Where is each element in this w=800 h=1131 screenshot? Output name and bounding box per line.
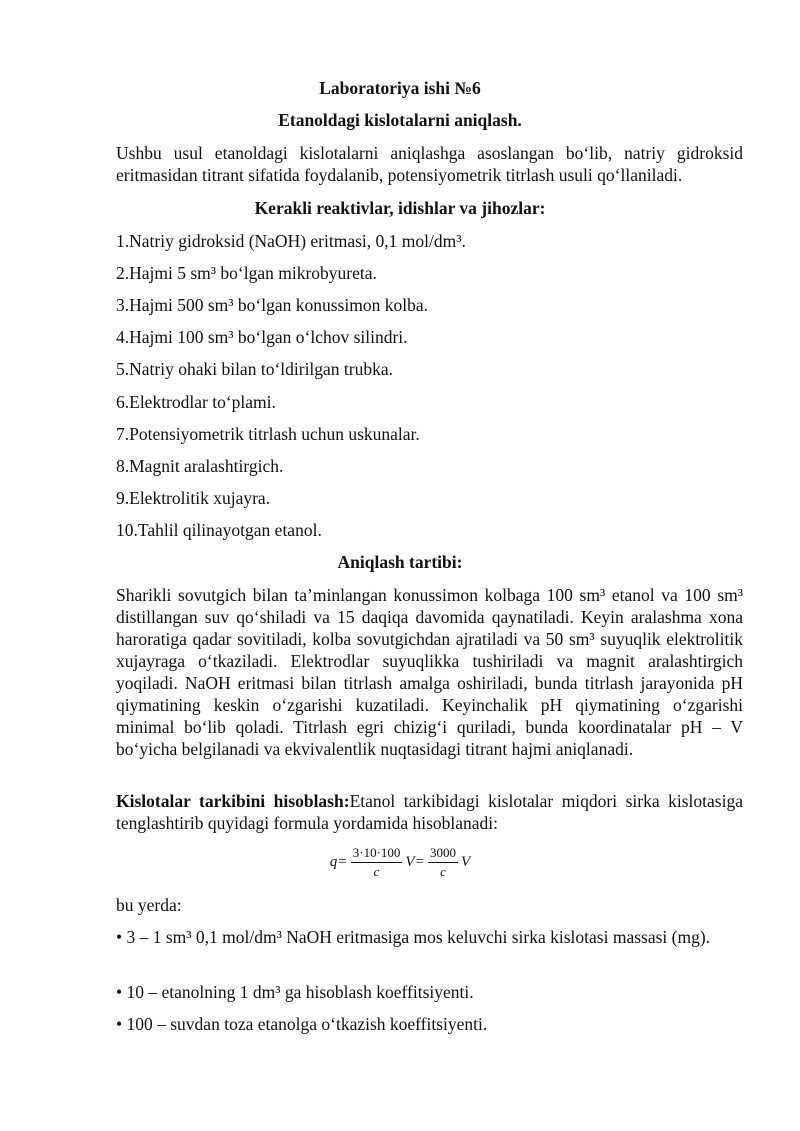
reagent-item: 7.Potensiyometrik titrlash uchun uskunalar. [116,424,420,444]
formula-denominator-2: c [440,863,446,879]
lab-title: Laboratoriya ishi №6 [319,78,481,98]
formula-numerator-2: 3000 [428,845,458,863]
procedure-paragraph: Sharikli sovutgich bilan ta’minlangan konussimon kolbaga 100 sm³ etanol va 100 sm³ distillangan suv qo‘shiladi va 15 daqiqa davomida qaynatiladi. Keyin aralashma xona haroratiga qadar sovitiladi, kolba sovutgichdan ajratiladi va 50 sm³ suyuqlik elektrolitik xujayraga o‘tkaziladi. Elektrodlar suyuqlikka tushiriladi va magnit aralashtirgich yoqiladi. NaOH eritmasi bilan titrlash amalga oshiriladi, bunda titrlash jarayonida pH qiymatining keskin o‘zgarishi kuzatiladi. Keyinchalik pH qiymatining o‘zgarishi minimal bo‘lib qoladi. Titrlash egri chizig‘i quriladi, bunda koordinatalar pH – V bo‘yicha belgilanadi va ekvivalentlik nuqtasidagi titrant hajmi aniqlanadi. [116,585,743,759]
formula [0,842,800,882]
formula-q: q [329,853,338,870]
reagent-item: 9.Elektrolitik xujayra. [116,488,271,508]
reagent-item: 2.Hajmi 5 sm³ bo‘lgan mikrobyureta. [116,263,377,283]
where-label: bu yerda: [116,895,182,915]
bullet-item: • 3 – 1 sm³ 0,1 mol/dm³ NaOH eritmasiga mos keluvchi sirka kislotasi massasi (mg). [116,927,711,947]
calculation-text: Etanol tarkibidagi kislotalar miqdori sirka kislotasiga tenglashtirib quyidagi formula yordamida hisoblanadi: [116,791,743,833]
reagent-item: 5.Natriy ohaki bilan to‘ldirilgan trubka. [116,359,394,379]
formula-fraction-2 [428,845,458,880]
reagent-item: 3.Hajmi 500 sm³ bo‘lgan konussimon kolba. [116,295,428,315]
reagent-item: 4.Hajmi 100 sm³ bo‘lgan o‘lchov silindri. [116,327,408,347]
calculation-label: Kislotalar tarkibini hisoblash: [116,791,350,811]
formula-v: V [461,853,471,870]
formula-v: V [405,853,415,870]
calculation-paragraph [116,790,743,834]
lab-subtitle: Etanoldagi kislotalarni aniqlash. [278,110,522,130]
intro-paragraph: Ushbu usul etanoldagi kislotalarni aniqlashga asoslangan bo‘lib, natriy gidroksid eritmasidan titrant sifatida foydalanib, potensiyometrik titrlash usuli qo‘llaniladi. [116,143,743,185]
bullet-item: • 100 – suvdan toza etanolga o‘tkazish koeffitsiyenti. [116,1014,488,1034]
formula-equals: = [338,853,347,870]
formula-denominator-1: c [373,863,380,879]
reagent-item: 10.Tahlil qilinayotgan etanol. [116,520,322,540]
formula-fraction-1 [351,845,403,880]
formula-numerator-1: 3·10·100 [351,845,403,863]
reagents-heading: Kerakli reaktivlar, idishlar va jihozlar: [254,198,546,218]
formula-equals: = [415,853,425,870]
reagent-item: 6.Elektrodlar to‘plami. [116,392,276,412]
reagent-item: 1.Natriy gidroksid (NaOH) eritmasi, 0,1 mol/dm³. [116,231,466,251]
reagent-item: 8.Magnit aralashtirgich. [116,456,284,476]
procedure-heading: Aniqlash tartibi: [337,552,463,572]
bullet-item: • 10 – etanolning 1 dm³ ga hisoblash koeffitsiyenti. [116,982,474,1002]
